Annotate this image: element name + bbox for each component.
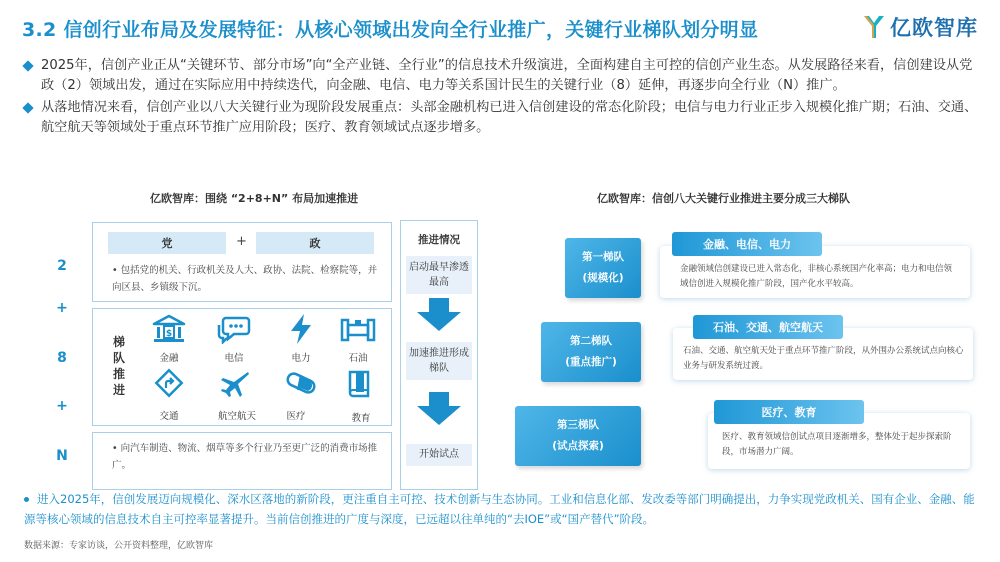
tier-3-head: 医疗、教育 <box>714 400 864 424</box>
bullet-item: 从落地情况来看，信创产业以八大关键行业为现阶段发展重点：头部金融机构已进入信创建设的常态化阶段；电信与电力行业正步入规模化推广期；石油、交通、航空航天等领域处于重点环节推广应用阶段；医疗、教育领域试点逐步增多。 <box>24 98 984 138</box>
industry-label: 电力 <box>291 353 311 364</box>
tier-2-body: 石油、交通、航空航天处于重点环节推广阶段，从外围办公系统试点向核心业务与研发系统过渡。 <box>683 346 964 371</box>
party-gov-desc <box>112 262 382 296</box>
pill-icon <box>284 370 318 396</box>
label-plus: + <box>56 300 68 316</box>
tier-sub: (试点探索) <box>552 440 604 452</box>
airplane-icon <box>218 368 252 398</box>
pipe-icon <box>340 316 376 344</box>
tier-advance-label: 梯队推进 <box>112 335 125 397</box>
bullet-item: 2025年，信创产业正从“关键环节、部分市场”向“全产业链、全行业”的信息技术升级演进，全面构建自主可控的信创产业生态。从发展路径来看，信创建设从党政（2）领域出发，通过在实际应用中持续迭代，向金融、电信、电力等关系国计民生的关键行业（8）延伸，再逐步向全行业（N）推广。 <box>24 56 984 96</box>
other-industries-desc-text: 向汽车制造、物流、烟草等多个行业乃至更广泛的消费市场推广。 <box>112 443 378 471</box>
arrow-down-icon <box>415 298 463 332</box>
label-8: 8 <box>57 350 67 366</box>
industry-label: 交通 <box>159 411 179 422</box>
tier-2-badge <box>541 322 641 382</box>
advance-title: 推进情况 <box>418 234 460 246</box>
bullet-dot: • <box>112 443 121 454</box>
other-industries-desc <box>112 440 382 474</box>
bottom-note-text: 进入2025年，信创发展迈向规模化、深水区落地的新阶段，更注重自主可控、技术创新与生态协同。工业和信息化部、发改委等部门明确提出，力争实现党政机关、国有企业、金融、能源等核心领域的信息技术自主可控率显著提升。当前信创推进的广度与深度，已远超以往单纯的“去IOE”或“国产替代”阶段。 <box>24 492 975 526</box>
tier-2-head: 石油、交通、航空航天 <box>693 315 843 339</box>
arrow-down-icon <box>415 392 463 426</box>
logo-text: 亿欧智库 <box>890 16 978 40</box>
lightning-icon <box>288 313 314 345</box>
industry-label: 金融 <box>159 353 179 364</box>
label-n: N <box>56 448 68 464</box>
party-gov-desc-text: 包括党的机关、行政机关及人大、政协、法院、检察院等，并向区县、乡镇级下沉。 <box>112 265 378 293</box>
label-2: 2 <box>57 258 67 274</box>
tier-3-badge <box>515 406 641 466</box>
intro-bullets <box>24 56 984 140</box>
bullet-dot: • <box>112 265 121 276</box>
industry-label: 医疗 <box>286 411 306 422</box>
industry-label: 航空航天 <box>217 411 256 422</box>
right-heading: 亿欧智库：信创八大关键行业推进主要分成三大梯队 <box>597 192 850 205</box>
advance-stage: 开始试点 <box>406 444 472 466</box>
pill-party: 党 <box>108 232 226 254</box>
svg-text:$: $ <box>165 329 173 339</box>
yiou-logo-icon <box>862 14 886 40</box>
tier-1-badge <box>565 238 641 298</box>
chat-icon <box>216 314 252 344</box>
industry-label: 教育 <box>351 413 371 424</box>
bottom-note <box>24 489 984 529</box>
tier-3-body: 医疗、教育领域信创试点项目逐渐增多，整体处于起步探索阶段，市场潜力广阔。 <box>722 432 952 457</box>
tier-sub: (重点推广) <box>565 356 617 368</box>
tier-name: 第三梯队 <box>557 419 599 431</box>
data-source: 数据来源：专家访谈，公开资料整理，亿欧智库 <box>24 541 214 551</box>
bank-icon <box>152 314 186 344</box>
tier-1-body: 金融领域信创建设已进入常态化，非核心系统国产化率高；电力和电信领域信创进入规模化推广阶段，国产化水平较高。 <box>680 264 953 289</box>
industry-label: 石油 <box>348 353 368 364</box>
tier-1-head: 金融、电信、电力 <box>672 232 822 256</box>
bullet-dot <box>24 497 29 502</box>
tier-name: 第一梯队 <box>582 251 624 263</box>
tier-sub: (规模化) <box>582 272 624 284</box>
advance-stage: 加速推进形成梯队 <box>406 342 472 380</box>
page-title: 3.2 信创行业布局及发展特征：从核心领域出发向全行业推广，关键行业梯队划分明显 <box>22 19 759 41</box>
tier-name: 第二梯队 <box>570 335 612 347</box>
logo <box>862 12 978 42</box>
road-sign-icon <box>154 368 184 398</box>
industry-label: 电信 <box>224 353 244 364</box>
pill-gov: 政 <box>256 232 374 254</box>
advance-stage: 启动最早渗透最高 <box>406 256 472 294</box>
left-heading: 亿欧智库：围绕 “2+8+N” 布局加速推进 <box>150 192 359 205</box>
plus-sign: + <box>236 234 247 249</box>
book-icon <box>346 368 374 400</box>
label-plus: + <box>56 398 68 414</box>
